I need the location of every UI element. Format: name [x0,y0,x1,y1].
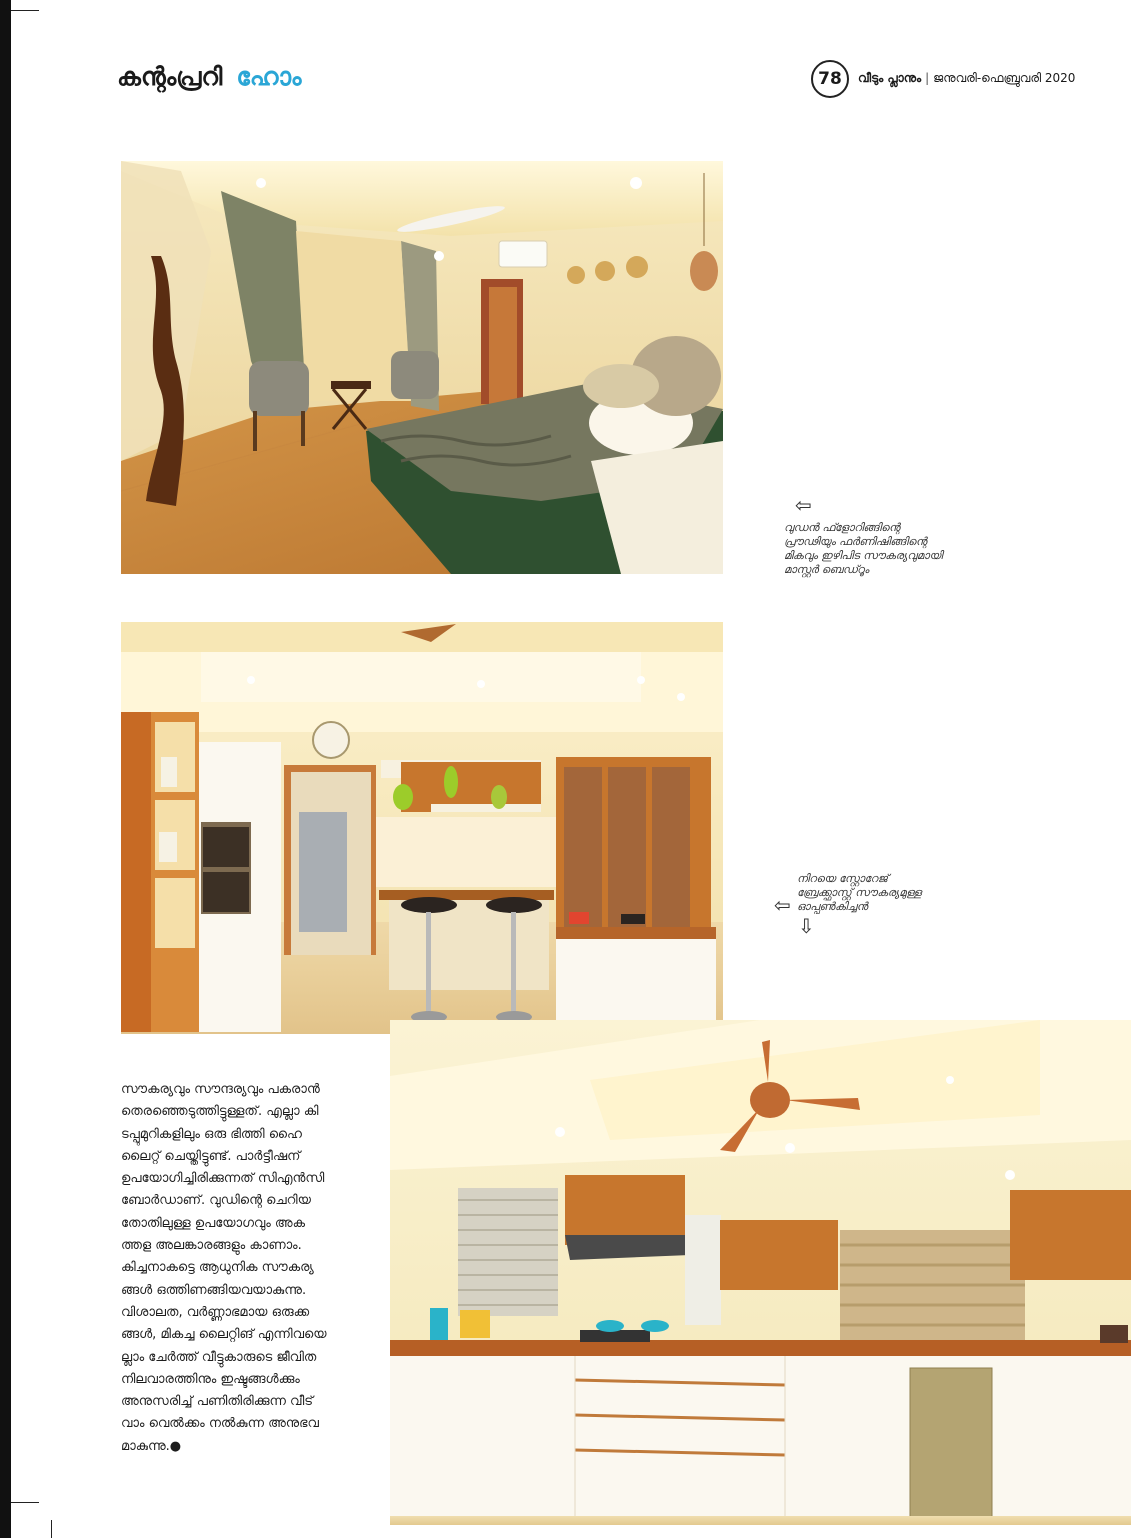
section-subtitle: ഹോം [236,62,302,91]
body-line: ബോർഡാണ്. വുഡിന്റെ ചെറിയ [121,1193,311,1209]
body-line: സൗകര്യവും സൗന്ദര്യവും പകരാൻ [121,1082,320,1097]
magazine-line [858,71,1075,86]
body-line: ത്തള അലങ്കാരങ്ങളും കാണാം. [121,1238,302,1254]
page-spine [0,0,11,1538]
caption-line: ബ്രേക്ക്ഫാസ്റ്റ് സൗകര്യമുള്ള [797,886,922,899]
caption-line: മികവും ഇഴിപിട സൗകര്യവുമായി [784,549,943,562]
caption-line: വുഡൻ ഫ്ളോറിങ്ങിന്റെ [784,521,900,534]
modular-kitchen-photo [390,1020,1131,1525]
kitchen-caption [797,872,997,914]
section-header [117,62,302,92]
crop-mark-bottom [11,1502,39,1503]
article-body [121,1079,371,1458]
body-line: കിച്ചനാകട്ടെ ആധുനിക സൗകര്യ [121,1260,314,1276]
open-kitchen-photo [121,622,723,1034]
body-line: ലൈറ്റ് ചെയ്തിട്ടുണ്ട്. പാർട്ടീഷന് [121,1148,301,1164]
body-line: തോതിലുള്ള ഉപയോഗവും അക [121,1215,306,1231]
crop-mark-bottom-vertical [51,1520,52,1538]
bedroom-photo [121,161,723,574]
crop-mark-top [11,10,39,11]
section-title: കന്റംപ്രറി [117,62,223,91]
body-line: ടപ്പുമുറികളിലും ഒരു ഭിത്തി ഹൈ [121,1126,302,1142]
magazine-separator: | [925,71,930,85]
bedroom-caption [784,521,984,577]
body-line: തെരഞ്ഞെടുത്തിട്ടുള്ളത്. എല്ലാ കി [121,1104,319,1120]
kitchen-caption-arrow-down-icon: ⇩ [798,914,815,938]
kitchen-caption-arrow-left-icon: ⇦ [774,893,791,917]
body-line: ങ്ങൾ ഒത്തിണങ്ങിയവയാകുന്നു. [121,1282,307,1298]
caption-line: മാസ്റ്റർ ബെഡ്റൂം [784,563,869,576]
caption-line: പ്രൗഢിയും ഫർണിഷിങ്ങിന്റെ [784,535,927,548]
caption-line: ഓപ്പൺകിച്ചൻ [797,900,868,913]
body-line: ല്ലാം ചേർത്ത് വീട്ടുകാരുടെ ജീവിത [121,1349,317,1365]
body-line: നിലവാരത്തിനും ഇഷ്ടങ്ങൾക്കും [121,1371,300,1387]
body-line: ങ്ങൾ, മികച്ച ലൈറ്റിങ് എന്നിവയെ [121,1327,327,1343]
magazine-name: വീടും പ്ലാനും [858,71,922,85]
issue-date: ജനുവരി-ഫെബ്രുവരി 2020 [933,71,1076,85]
page-number: 78 [811,60,849,98]
body-line: അനുസരിച്ച് പണിതിരിക്കുന്ന വീട് [121,1394,314,1410]
body-line: വാം വെൽക്കം നൽകുന്ന അനുഭവ [121,1416,319,1432]
caption-line: നിറയെ സ്റ്റോറേജ് [797,872,888,885]
body-line: ഉപയോഗിച്ചിരിക്കുന്നത് സിഎൻസി [121,1171,325,1187]
body-line: മാകുന്നു.● [121,1438,182,1454]
bedroom-caption-arrow-icon: ⇦ [795,493,812,517]
body-line: വിശാലത, വർണ്ണാഭമായ ഒരുക്ക [121,1304,310,1320]
